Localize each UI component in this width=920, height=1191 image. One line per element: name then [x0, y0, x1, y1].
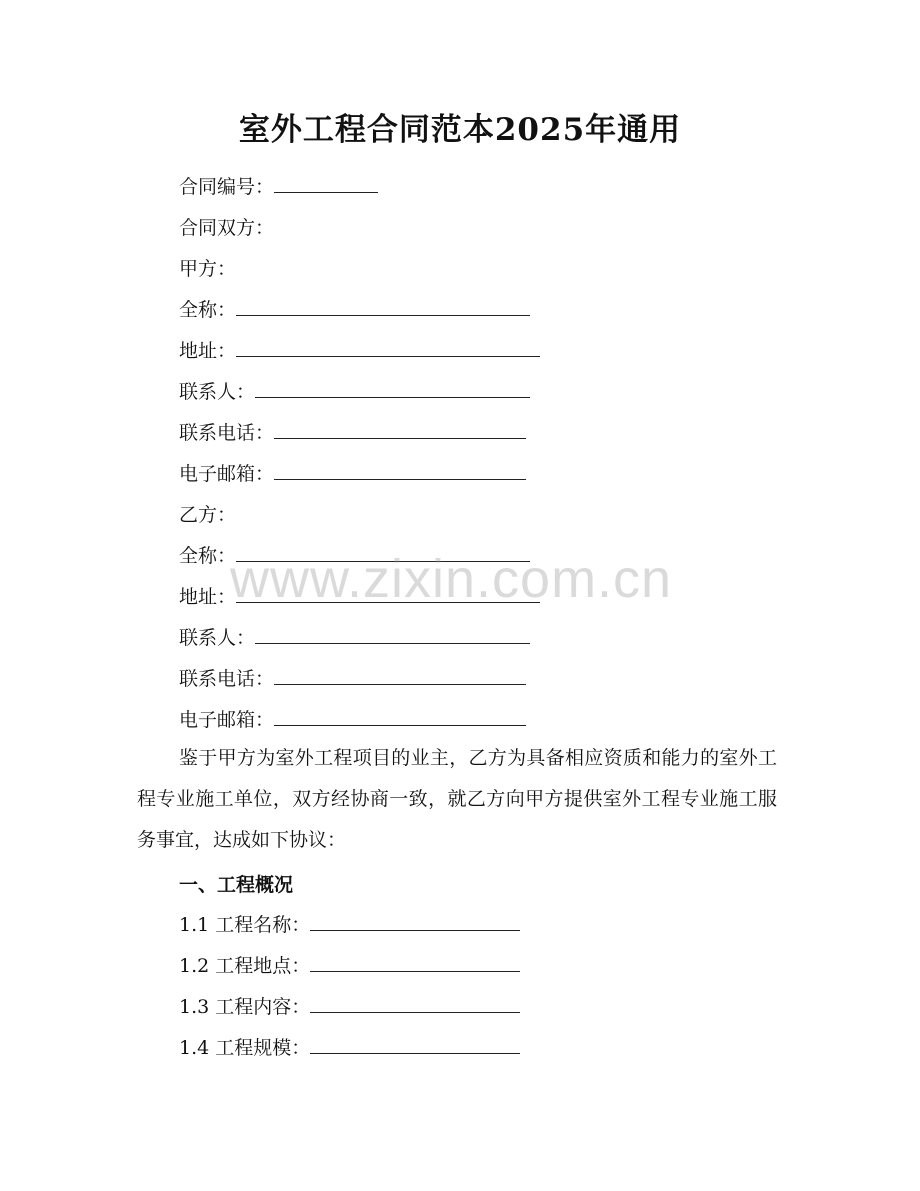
item-label: 工程名称： — [215, 914, 311, 936]
party-a-address-label: 地址： — [179, 340, 237, 362]
item-label: 工程规模： — [215, 1037, 311, 1059]
item-number: 1.3 — [179, 996, 210, 1018]
party-a-name-blank — [236, 297, 530, 316]
party-b-phone-label: 联系电话： — [179, 668, 275, 690]
party-b-heading-label: 乙方： — [179, 504, 237, 526]
item-label: 工程内容： — [215, 996, 311, 1018]
party-a-contact-label: 联系人： — [179, 381, 256, 403]
document-title: 室外工程合同范本2025年通用 — [238, 112, 682, 148]
item-label: 工程地点： — [215, 955, 311, 977]
party-a-name-label: 全称： — [179, 299, 237, 321]
party-b-contact-blank — [255, 625, 530, 644]
party-a-email-line — [179, 461, 526, 487]
section-1-item — [179, 953, 520, 979]
parties-label: 合同双方： — [179, 217, 275, 239]
section-1-item — [179, 912, 520, 938]
watermark-text: www.zixin.com.cn — [230, 549, 673, 609]
section-1-item — [179, 994, 520, 1020]
section-1-heading: 一、工程概况 — [179, 874, 294, 896]
section-1-item — [179, 1035, 520, 1061]
item-number: 1.1 — [179, 914, 210, 936]
party-a-name-line — [179, 297, 530, 323]
party-b-contact-line — [179, 625, 530, 651]
parties-line — [179, 215, 274, 241]
party-a-email-label: 电子邮箱： — [179, 463, 275, 485]
party-a-email-blank — [274, 461, 526, 480]
party-b-heading — [179, 502, 236, 528]
item-blank — [310, 994, 520, 1013]
party-a-phone-line — [179, 420, 526, 446]
party-b-email-blank — [274, 707, 526, 726]
item-number: 1.2 — [179, 955, 210, 977]
contract-number-label: 合同编号： — [179, 176, 275, 198]
item-blank — [310, 953, 520, 972]
party-a-address-blank — [236, 338, 540, 357]
contract-number-line — [179, 174, 378, 200]
party-b-phone-line — [179, 666, 526, 692]
party-b-contact-label: 联系人： — [179, 627, 256, 649]
party-b-name-label: 全称： — [179, 545, 237, 567]
party-a-address-line — [179, 338, 540, 364]
contract-number-blank — [274, 174, 378, 193]
item-blank — [310, 1035, 520, 1054]
party-a-contact-blank — [255, 379, 530, 398]
party-a-contact-line — [179, 379, 530, 405]
item-blank — [310, 912, 520, 931]
item-number: 1.4 — [179, 1037, 210, 1059]
party-a-heading — [179, 256, 236, 282]
party-b-email-line — [179, 707, 526, 733]
party-b-email-label: 电子邮箱： — [179, 709, 275, 731]
party-b-phone-blank — [274, 666, 526, 685]
party-a-heading-label: 甲方： — [179, 258, 237, 280]
party-a-phone-label: 联系电话： — [179, 422, 275, 444]
party-a-phone-blank — [274, 420, 526, 439]
preamble-paragraph: 鉴于甲方为室外工程项目的业主，乙方为具备相应资质和能力的室外工程专业施工单位，双方经协商一致，就乙方向甲方提供室外工程专业施工服务事宜，达成如下协议： — [137, 747, 777, 851]
party-b-address-label: 地址： — [179, 586, 237, 608]
